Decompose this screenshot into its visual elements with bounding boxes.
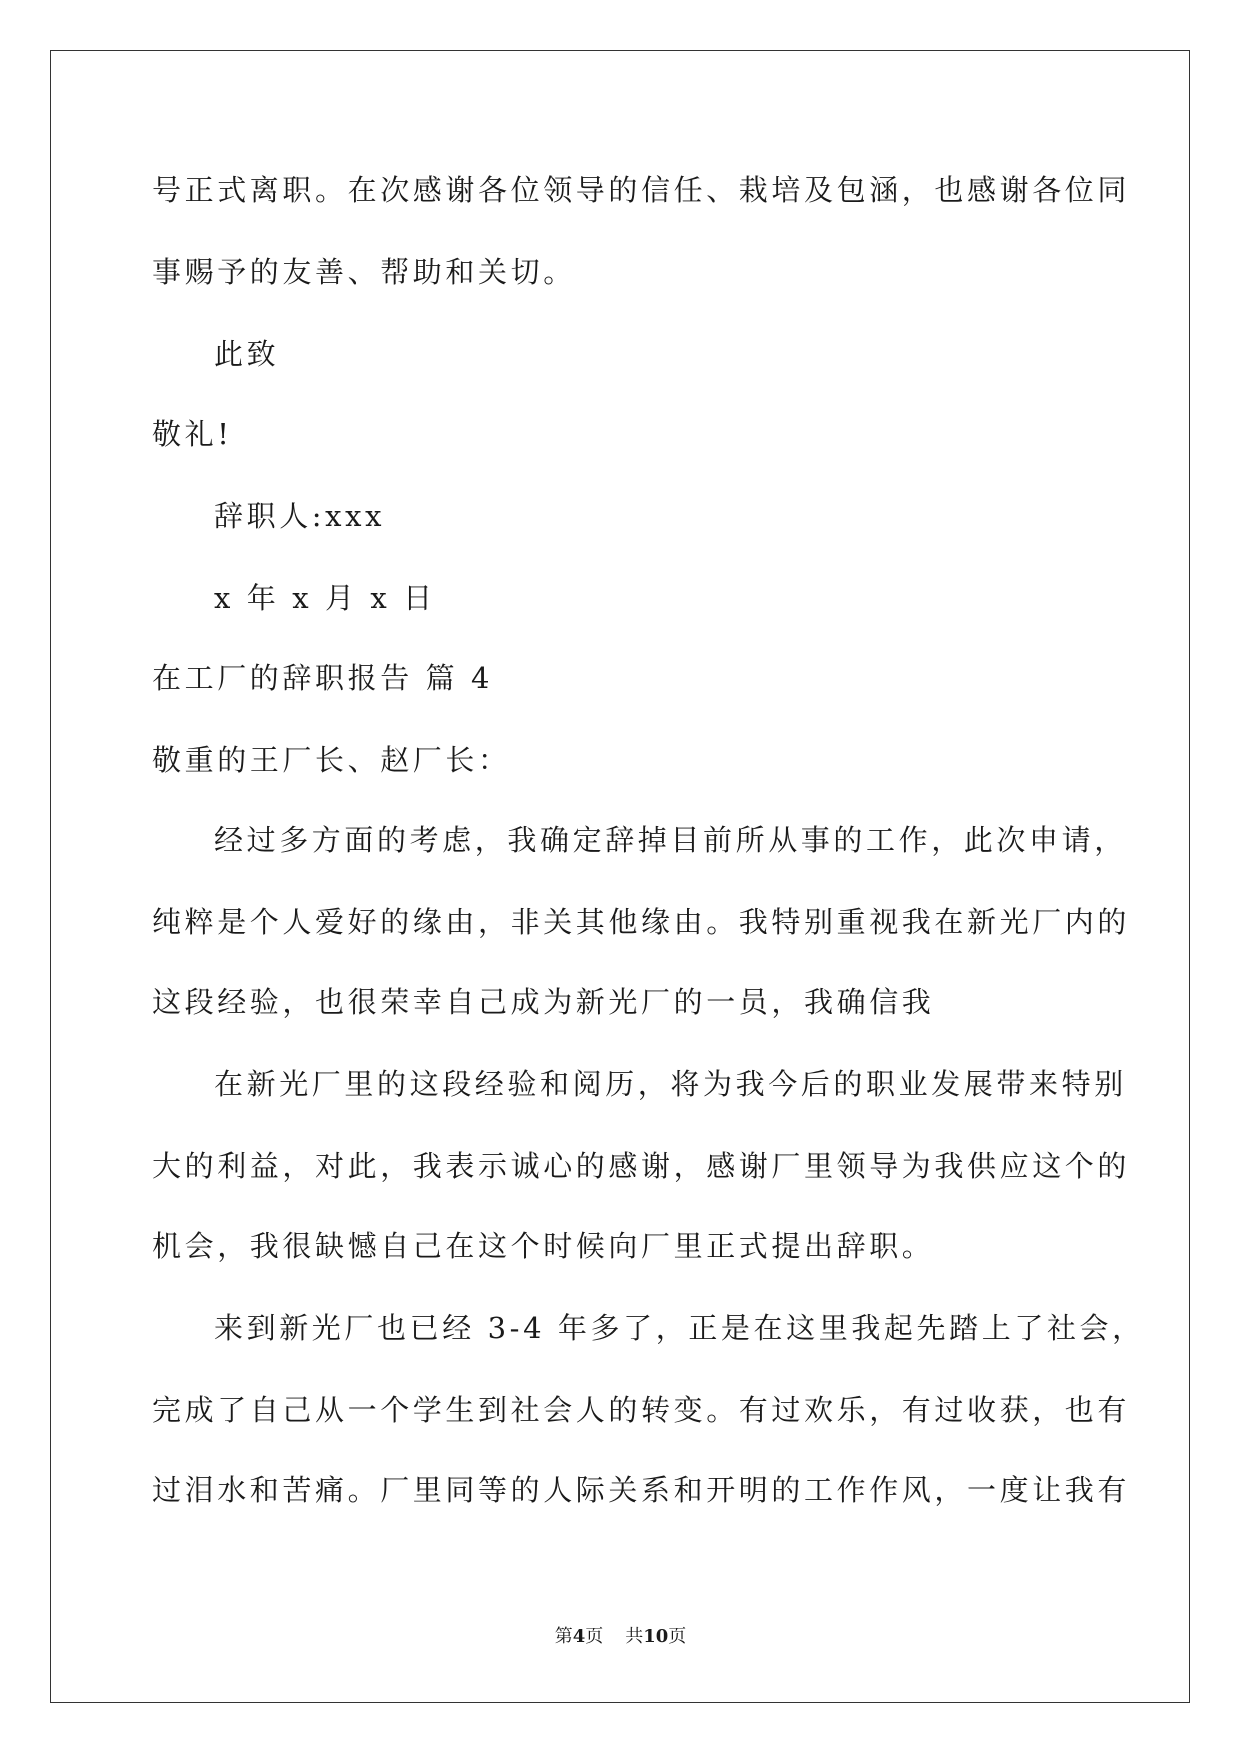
body-line-14: 机会，我很缺憾自己在这个时候向厂里正式提出辞职。	[152, 1229, 935, 1263]
signature-date: x 年 x 月 x 日	[214, 581, 436, 615]
body-line-9: 经过多方面的考虑，我确定辞掉目前所从事的工作，此次申请，	[214, 823, 1127, 857]
closing-salutation: 此致	[214, 337, 280, 371]
body-line-10: 纯粹是个人爱好的缘由，非关其他缘由。我特别重视我在新光厂内的	[152, 905, 1131, 939]
body-line-17: 过泪水和苦痛。厂里同等的人际关系和开明的工作作风，一度让我有	[152, 1473, 1131, 1507]
body-line-12: 在新光厂里的这段经验和阅历，将为我今后的职业发展带来特别	[214, 1067, 1127, 1101]
closing-regards: 敬礼!	[152, 417, 233, 451]
body-line-15: 来到新光厂也已经 3-4 年多了，正是在这里我起先踏上了社会，	[214, 1311, 1145, 1345]
body-line-13: 大的利益，对此，我表示诚心的感谢，感谢厂里领导为我供应这个的	[152, 1149, 1131, 1183]
letter-greeting: 敬重的王厂长、赵厂长：	[152, 743, 511, 777]
page-footer	[0, 1622, 1241, 1648]
body-line-16: 完成了自己从一个学生到社会人的转变。有过欢乐，有过收获，也有	[152, 1393, 1131, 1427]
signature-name: 辞职人:xxx	[214, 499, 386, 533]
page-unit: 页	[585, 1626, 604, 1647]
total-prefix: 共	[625, 1626, 644, 1647]
page-current: 4	[572, 1626, 586, 1647]
section-heading: 在工厂的辞职报告 篇 4	[152, 661, 494, 695]
body-line-11: 这段经验，也很荣幸自己成为新光厂的一员，我确信我	[152, 985, 935, 1019]
body-line-2: 事赐予的友善、帮助和关切。	[152, 255, 576, 289]
page-prefix: 第	[554, 1626, 573, 1647]
page-border	[50, 50, 1190, 1703]
total-unit: 页	[668, 1626, 687, 1647]
page-total: 10	[643, 1626, 669, 1647]
body-line-1: 号正式离职。在次感谢各位领导的信任、栽培及包涵，也感谢各位同	[152, 173, 1131, 207]
